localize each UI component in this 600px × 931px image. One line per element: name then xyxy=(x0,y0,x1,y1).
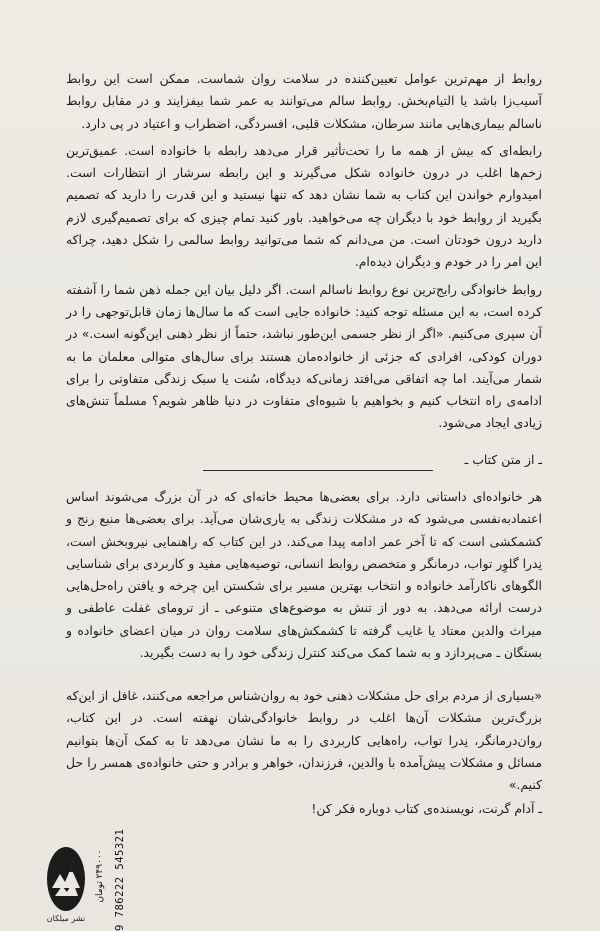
intro-section xyxy=(66,68,542,440)
intro-paragraph: روابط خانوادگی رایج‌ترین نوع روابط ناسالم است. اگر دلیل بیان این جمله ذهن شما را آشفته کرده است، به این مسئله توجه کنید: خانواده جایی است که ما سال‌ها زمان قابل‌توجهی را در آن سپری می‌کنیم. «اگر از نظر جسمی این‌طور نباشد، حتماً از نظر ذهنی این‌گونه است.» در دوران کودکی، افرادی که جزئی از خانواده‌مان هستند برای سال‌های متوالی معلمان ما به شمار می‌آیند. اما چه اتفاقی می‌افتد زمانی‌که دیدگاه، سُنت یا سبک زندگی متفاوتی را برای ادامه‌ی راه انتخاب کنیم و بخواهیم با شیوه‌ای متفاوت در دنیا ظاهر شویم؟ مسلماً تنش‌های زیادی ایجاد می‌شود. xyxy=(66,281,542,431)
price-text: ۲۴۹۰۰۰ تومان xyxy=(95,849,105,903)
excerpt-source: ـ از متن کتاب ـ xyxy=(464,452,542,467)
barcode-number: 9 786222 545321 xyxy=(114,828,126,931)
intro-paragraph: رابطه‌ای که بیش از همه ما را تحت‌تأثیر قرار می‌دهد رابطه با خانواده است. عمیق‌ترین زخم‌ها اغلب در درون خانواده شکل می‌گیرند و این رابطه سرشار از انتظارات است. امیدوارم خواندن این کتاب به شما نشان دهد که تنها نیستید و این قدرت را دارید که تصمیم بگیرید از روابط خود با دیگران چه می‌خواهید. باور کنید تمام چیزی که برای تصمیم‌گیری لازم دارید درون خودتان است. من می‌دانم که شما می‌توانید روابط سالمی را شکل دهید، چراکه این امر را در خودم و دیگران دیده‌ام. xyxy=(66,142,542,270)
publisher-logo-icon xyxy=(46,846,86,912)
barcode xyxy=(112,827,128,931)
quote-attribution: ـ آدام گرنت، نویسنده‌ی کتاب دوباره فکر کن! xyxy=(311,801,542,817)
summary-paragraph: هر خانواده‌ای داستانی دارد. برای بعضی‌ها محیط خانه‌ای که در آن بزرگ می‌شوند اساس اعتمادبه‌نفسی می‌شود که در مشکلات زندگی به یاری‌شان می‌آید. برای بعضی‌ها منبع رنج و کشمکشی است که تا آخر عمر ادامه پیدا می‌کند. در این کتاب که راهنمایی نیروبخش است، نِدرا گلوِر تواب، درمانگر و متخصص روابط انسانی، توصیه‌هایی مفید و کاربردی برای شناسایی الگوهای ناکارآمد خانواده و انتخاب بهترین مسیر برای شکستن این چرخه و یافتن راه‌حل‌هایی درست ارائه می‌دهد. به دور از تنش به موضوع‌های متنوعی ـ از ترومای غفلت عاطفی و میراث والدین معتاد یا غایب گرفته تا کشمکش‌های سلامت روان در میان اعضای خانواده و بستگان ـ می‌پردازد و به شما کمک می‌کند کنترل زندگی خود را به دست بگیرید. xyxy=(66,489,542,661)
quote-text: «بسیاری از مردم برای حل مشکلات ذهنی خود به روان‌شناس مراجعه می‌کنند، غافل از این‌که بزرگ‌ترین مشکلات آن‌ها اغلب در روابط خانوادگی‌شان نهفته است. در این کتاب، روان‌درمانگر، نِدرا تواب، راه‌هایی کاربردی را به ما نشان می‌دهد تا به کمک آن‌ها بتوانیم مسائل و مشکلات پیش‌آمده با والدین، فرزندان، خواهر و برادر و حتی خانواده‌ی همسر را حل کنیم.» xyxy=(66,688,542,793)
intro-paragraph: روابط از مهم‌ترین عوامل تعیین‌کننده در سلامت روان شماست. ممکن است این روابط آسیب‌زا باشد یا التیام‌بخش. روابط سالم می‌توانند به عمر شما بیفزایند و در مقابل روابط ناسالم بیماری‌هایی مانند سرطان، مشکلات قلبی، افسردگی، اضطراب و اعتیاد در پی دارد. xyxy=(66,71,542,131)
summary-section xyxy=(66,486,542,669)
price-label xyxy=(95,834,109,918)
endorsement-quote xyxy=(66,685,542,821)
section-divider xyxy=(203,470,433,471)
publisher-name: نشر میلکان xyxy=(46,914,86,923)
